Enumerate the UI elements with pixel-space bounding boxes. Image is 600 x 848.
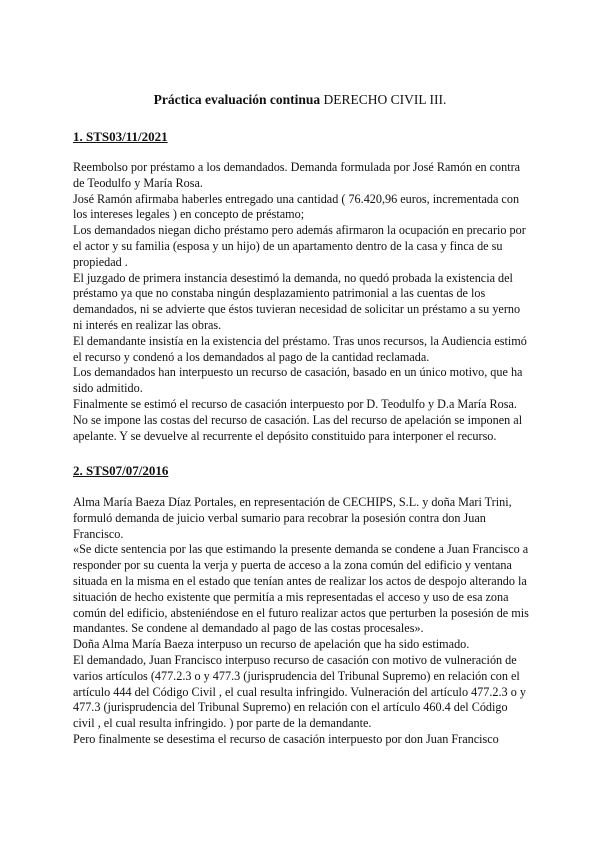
section-1-paragraph: Reembolso por préstamo a los demandados. Demanda formulada por José Ramón en contra de Teodulfo y María Rosa. — [73, 160, 521, 190]
section-2-paragraph: Doña Alma María Baeza interpuso un recurso de apelación que ha sido estimado. — [73, 637, 470, 652]
section-1-paragraph: El juzgado de primera instancia desestimó la demanda, no quedó probada la existencia del préstamo ya que no constaba ningún desplazamiento patrimonial a las cuentas de los demandados, ni se advierte que éstos tuvieran necesidad de solicitar un préstamo a su yerno ni interés en realizar las obras. — [73, 270, 521, 332]
section-2-paragraph: Pero finalmente se desestima el recurso de casación interpuesto por don Juan Francisco — [73, 731, 499, 746]
section-2-paragraph: El demandado, Juan Francisco interpuso recurso de casación con motivo de vulneración de varios artículos (477.2.3 o y 477.3 (jurisprudencia del Tribunal Supremo) en relación con el artículo 444 del Código Civil , el cual resulta infringido. Vulneración del artículo 477.2.3 o y 477.3 (jurisprudencia del Tribunal Supremo) en relación con el artículo 460.4 del Código civil , el cual resulta infringido. ) por parte de la demandante. — [73, 652, 526, 731]
document-title — [0, 92, 600, 108]
section-1-paragraph: Los demandados han interpuesto un recurso de casación, basado en un único motivo, que ha sido admitido. — [73, 365, 523, 396]
section-2-body — [73, 495, 531, 748]
section-1-paragraph: Los demandados niegan dicho préstamo pero además afirmaron la ocupación en precario por el actor y su familia (esposa y un hijo) de un apartamento dentro de la casa y finca de su propiedad . — [73, 223, 526, 269]
section-1-paragraph: José Ramón afirmaba haberles entregado una cantidad ( 76.420,96 euros, incrementada con los intereses legales ) en concepto de préstamo; — [73, 191, 520, 222]
section-1-paragraph: Finalmente se estimó el recurso de casación interpuesto por D. Teodulfo y D.a María Rosa. No se impone las costas del recurso de casación. Las del recurso de apelación se imponen al apelante. Y se devuelve al recurrente el depósito constituido para interponer el recurso. — [73, 396, 523, 443]
section-1-heading: 1. STS03/11/2021 — [73, 129, 168, 144]
section-1-body — [73, 160, 531, 444]
section-1-paragraph: El demandante insistía en la existencia del préstamo. Tras unos recursos, la Audiencia estimó el recurso y condenó a los demandados al pago de la cantidad reclamada. — [73, 333, 527, 364]
title-normal-part: DERECHO CIVIL III. — [323, 92, 447, 107]
section-2-heading: 2. STS07/07/2016 — [73, 463, 169, 478]
title-bold-part: Práctica evaluación continua — [153, 92, 321, 107]
section-2-paragraph: «Se dicte sentencia por las que estimando la presente demanda se condene a Juan Francisco a responder por su cuenta la verja y puerta de acceso a la zona común del edificio y ventana situada en la misma en el estado que tenían antes de realizar los actos de despojo alterando la situación de hecho existente que permitía a mis representadas el acceso y uso de esa zona común del edificio, absteniéndose en el futuro realizar actos que perturben la posesión de mis mandantes. Se condene al demandado al pago de las costas procesales». — [73, 542, 529, 636]
section-2-paragraph: Alma María Baeza Díaz Portales, en representación de CECHIPS, S.L. y doña Mari Trini, formuló demanda de juicio verbal sumario para recobrar la posesión contra don Juan Francisco. — [73, 495, 512, 541]
